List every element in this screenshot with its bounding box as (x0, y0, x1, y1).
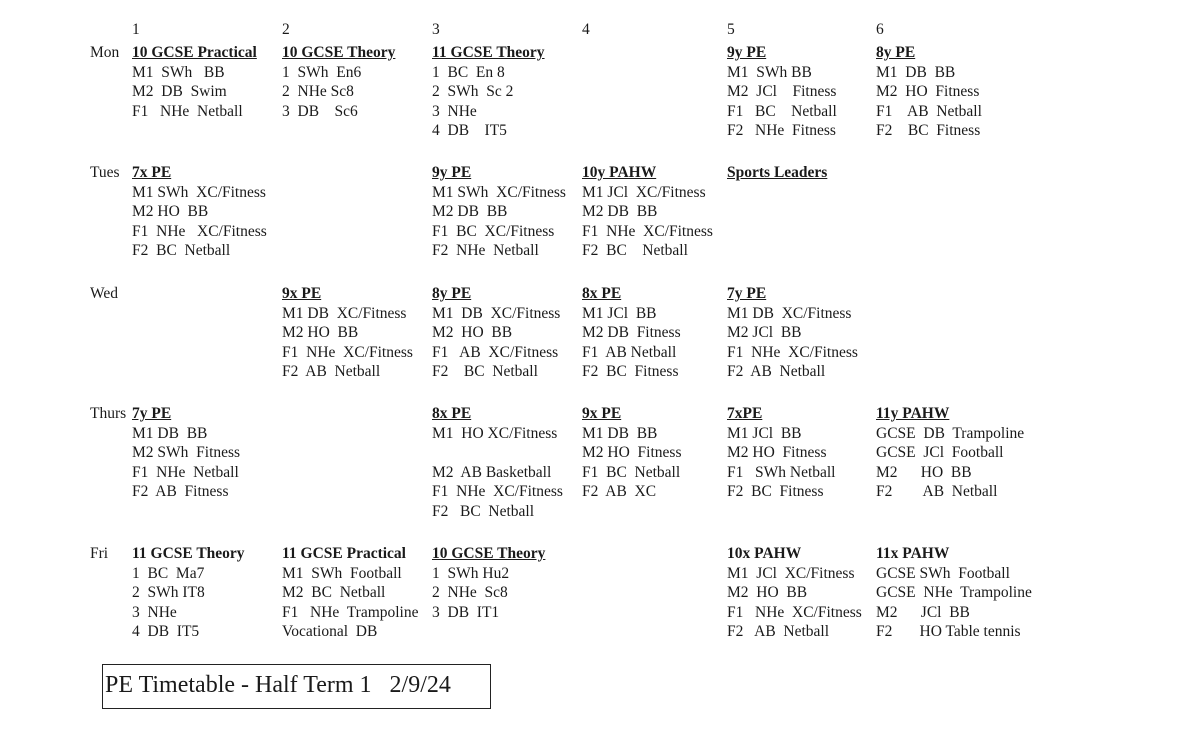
lesson-title: 8y PE (876, 44, 916, 61)
lesson-title (282, 163, 432, 183)
lesson-group-line: 3 DB IT1 (432, 603, 500, 621)
lesson-title: 7xPE (727, 405, 763, 422)
lesson-group-line: M1 HO XC/Fitness (432, 424, 558, 442)
lesson-group-line: M1 DB BB (876, 63, 956, 81)
lesson-group-line: M2 DB Fitness (582, 324, 681, 341)
lesson-cell (432, 163, 582, 261)
lesson-cell (282, 284, 432, 382)
lesson-group-line: F1 SWh Netball (727, 463, 836, 481)
lesson-title: 7y PE (132, 405, 172, 422)
lesson-group-line: GCSE NHe Trampoline (876, 584, 1032, 601)
lesson-title: 11 GCSE Theory (432, 44, 545, 61)
lesson-group-line: M2 HO Fitness (727, 444, 827, 461)
lesson-group-line: M2 DB Swim (132, 83, 227, 100)
lesson-cell (876, 163, 1026, 183)
lesson-group-line: F2 BC Fitness (582, 363, 679, 380)
lesson-title (282, 404, 432, 424)
lesson-group-line: M2 JCl BB (876, 603, 970, 621)
lesson-group-line: M2 DB BB (582, 203, 658, 220)
lesson-cell (876, 43, 1026, 141)
lesson-title: 9y PE (727, 44, 767, 61)
lesson-title: 11y PAHW (876, 405, 950, 422)
period-2-label: 2 (282, 21, 290, 38)
lesson-cell (876, 544, 1032, 642)
lesson-cell (282, 404, 432, 424)
lesson-group-line: GCSE DB Trampoline (876, 424, 1025, 442)
lesson-cell (282, 163, 432, 183)
lesson-group-line: F2 AB Netball (876, 483, 998, 500)
lesson-group-line: F2 BC Netball (432, 363, 538, 380)
lesson-group-line: F1 BC Netball (582, 463, 681, 481)
lesson-title (876, 284, 1026, 304)
lesson-title: 9y PE (432, 164, 472, 181)
lesson-group-line: F1 NHe XC/Fitness (282, 343, 413, 361)
lesson-cell (582, 284, 732, 382)
lesson-group-line (432, 443, 582, 463)
lesson-cell (132, 163, 282, 261)
lesson-group-line: M2 SWh Fitness (132, 444, 241, 461)
lesson-cell (132, 284, 282, 304)
lesson-cell (727, 284, 877, 382)
lesson-cell (582, 43, 732, 63)
lesson-group-line: M1 SWh BB (132, 63, 225, 81)
lesson-group-line: M1 SWh XC/Fitness (432, 183, 566, 201)
lesson-cell (432, 544, 582, 622)
lesson-group-line: F1 BC XC/Fitness (432, 222, 555, 240)
day-label-mon: Mon (90, 44, 120, 61)
lesson-group-line: M2 HO BB (282, 324, 359, 341)
lesson-group-line: F1 BC Netball (727, 102, 837, 120)
lesson-group-line: M1 JCl BB (582, 304, 657, 322)
lesson-group-line: M2 HO Fitness (582, 444, 682, 461)
lesson-group-line: F1 NHe XC/Fitness (432, 483, 563, 500)
lesson-title: 9x PE (282, 285, 322, 302)
lesson-group-line: F2 BC Netball (432, 502, 535, 520)
lesson-group-line: 2 SWh Sc 2 (432, 83, 514, 100)
lesson-group-line: F2 BC Netball (582, 242, 688, 259)
lesson-group-line: F2 BC Fitness (876, 122, 981, 139)
lesson-group-line: M1 DB BB (132, 424, 208, 442)
day-label-fri: Fri (90, 545, 109, 562)
lesson-title: 9x PE (582, 405, 622, 422)
lesson-group-line: F1 AB XC/Fitness (432, 343, 559, 361)
lesson-group-line: M1 DB XC/Fitness (282, 304, 407, 322)
lesson-title: 8x PE (582, 285, 622, 302)
lesson-group-line: M1 SWh BB (727, 63, 812, 81)
lesson-title: 11x PAHW (876, 545, 950, 562)
lesson-cell (432, 284, 582, 382)
lesson-group-line: 1 BC En 8 (432, 63, 505, 81)
lesson-group-line: 3 DB Sc6 (282, 102, 358, 120)
lesson-title: 11 GCSE Practical (282, 545, 406, 562)
lesson-group-line: F1 NHe Trampoline (282, 603, 419, 621)
lesson-group-line: F1 NHe XC/Fitness (582, 222, 713, 240)
lesson-title: 10y PAHW (582, 164, 657, 181)
lesson-title: 8x PE (432, 405, 472, 422)
lesson-group-line: M2 HO Fitness (876, 83, 980, 100)
lesson-group-line: 4 DB IT5 (432, 122, 507, 139)
lesson-group-line: F1 NHe XC/Fitness (132, 222, 267, 240)
lesson-title (132, 284, 282, 304)
lesson-group-line: M1 JCl XC/Fitness (582, 183, 706, 201)
lesson-cell (727, 404, 877, 502)
lesson-group-line: F2 AB Netball (282, 363, 381, 380)
lesson-group-line: F1 NHe Netball (132, 102, 243, 120)
period-1-label: 1 (132, 21, 140, 38)
lesson-title: 10 GCSE Theory (432, 545, 546, 562)
lesson-cell (727, 43, 877, 141)
lesson-cell (582, 544, 732, 564)
lesson-title (876, 163, 1026, 183)
lesson-group-line: 2 SWh IT8 (132, 584, 205, 601)
lesson-group-line: F1 NHe Netball (132, 463, 239, 481)
lesson-group-line: M1 SWh XC/Fitness (132, 183, 266, 201)
lesson-title (582, 43, 732, 63)
lesson-group-line: GCSE SWh Football (876, 564, 1010, 582)
lesson-group-line: 1 BC Ma7 (132, 564, 205, 582)
timetable-caption: PE Timetable - Half Term 1 2/9/24 (105, 672, 451, 698)
lesson-group-line: M2 AB Basketball (432, 463, 552, 481)
lesson-group-line: F1 AB Netball (876, 102, 982, 120)
lesson-group-line: M2 HO BB (432, 324, 513, 341)
lesson-title: 10x PAHW (727, 545, 802, 562)
lesson-cell (582, 404, 732, 502)
lesson-cell (132, 43, 282, 121)
lesson-cell (582, 163, 732, 261)
lesson-group-line: F2 AB XC (582, 483, 657, 500)
lesson-title: 11 GCSE Theory (132, 545, 245, 562)
lesson-title: Sports Leaders (727, 164, 828, 181)
lesson-cell (282, 43, 432, 121)
lesson-group-line: 1 SWh En6 (282, 63, 362, 81)
lesson-group-line: 1 SWh Hu2 (432, 564, 510, 582)
lesson-group-line: F1 NHe XC/Fitness (727, 343, 858, 361)
lesson-cell (876, 404, 1026, 502)
lesson-group-line: 3 NHe (132, 603, 177, 621)
lesson-group-line: F2 AB Netball (727, 363, 826, 380)
lesson-cell (727, 544, 877, 642)
lesson-group-line: F2 BC Netball (132, 242, 231, 259)
lesson-group-line: F2 NHe Netball (432, 242, 539, 259)
lesson-title: 8y PE (432, 285, 472, 302)
lesson-group-line: 3 NHe (432, 102, 477, 120)
lesson-group-line: 4 DB IT5 (132, 623, 200, 640)
lesson-group-line: F2 AB Netball (727, 623, 830, 640)
lesson-group-line: M2 JCl Fitness (727, 83, 837, 100)
lesson-group-line: F1 AB Netball (582, 343, 677, 361)
period-5-label: 5 (727, 21, 735, 38)
timetable-caption-box (102, 664, 491, 709)
lesson-cell (132, 404, 282, 502)
lesson-group-line: M1 JCl XC/Fitness (727, 564, 855, 582)
lesson-group-line: M1 SWh Football (282, 564, 402, 582)
day-label-thurs: Thurs (90, 405, 127, 422)
lesson-cell (432, 404, 582, 521)
period-3-label: 3 (432, 21, 440, 38)
lesson-group-line: Vocational DB (282, 623, 378, 640)
lesson-group-line: 2 NHe Sc8 (282, 83, 354, 100)
lesson-group-line: M2 BC Netball (282, 584, 386, 601)
lesson-title: 10 GCSE Theory (282, 44, 396, 61)
lesson-title (582, 544, 732, 564)
lesson-cell (282, 544, 432, 642)
period-4-label: 4 (582, 21, 590, 38)
lesson-cell (132, 544, 282, 642)
lesson-cell (432, 43, 582, 141)
lesson-group-line: F2 HO Table tennis (876, 623, 1021, 640)
period-6-label: 6 (876, 21, 884, 38)
lesson-group-line: M2 DB BB (432, 203, 508, 220)
lesson-title: 7y PE (727, 285, 767, 302)
lesson-title: 10 GCSE Practical (132, 44, 257, 61)
lesson-group-line: F2 AB Fitness (132, 483, 229, 500)
lesson-title: 7x PE (132, 164, 172, 181)
day-label-tues: Tues (90, 164, 120, 181)
lesson-group-line: F1 NHe XC/Fitness (727, 603, 862, 621)
lesson-group-line: M2 HO BB (132, 203, 209, 220)
lesson-group-line: F2 NHe Fitness (727, 122, 836, 139)
day-label-wed: Wed (90, 285, 119, 302)
lesson-group-line: M1 DB BB (582, 424, 658, 442)
lesson-group-line: 2 NHe Sc8 (432, 584, 508, 601)
lesson-cell (876, 284, 1026, 304)
lesson-group-line: GCSE JCl Football (876, 444, 1004, 461)
lesson-cell (727, 163, 877, 183)
lesson-group-line: M1 JCl BB (727, 424, 802, 442)
lesson-group-line: M1 DB XC/Fitness (727, 304, 852, 322)
lesson-group-line: M2 JCl BB (727, 324, 802, 341)
lesson-group-line: F2 BC Fitness (727, 483, 824, 500)
lesson-group-line: M1 DB XC/Fitness (432, 304, 561, 322)
lesson-group-line: M2 HO BB (727, 584, 808, 601)
lesson-group-line: M2 HO BB (876, 463, 972, 481)
